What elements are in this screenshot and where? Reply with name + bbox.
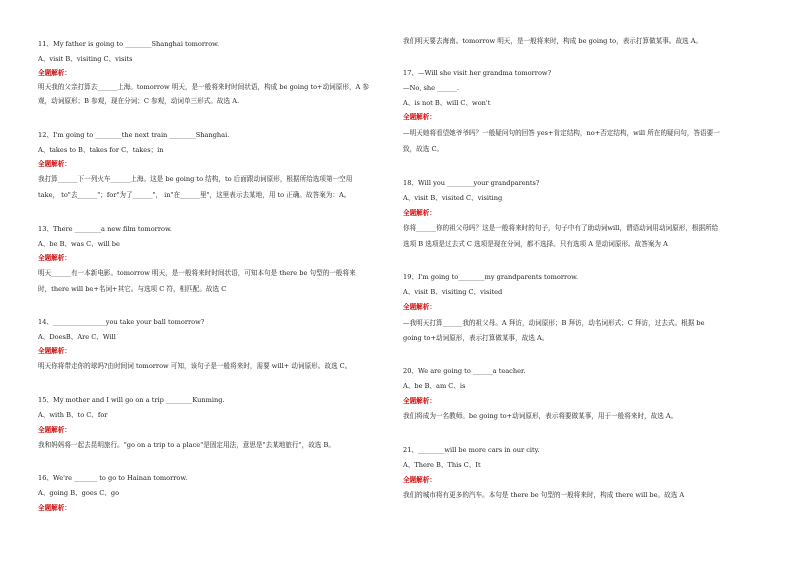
text-line: 选项 B 选项是过去式 C 选项是现在分词，都不选择。只有选项 A 是动词原形。故答案为 A <box>403 240 668 248</box>
answer-analysis-label: 全题解析： <box>403 209 436 217</box>
answer-analysis-label: 全题解析： <box>403 113 436 121</box>
text-line: take， to"去______"；for"为了______"， in"在______里"，这里表示去某地，用 to 正确。故答案为：A。 <box>38 191 351 199</box>
text-line: 明天你将带走你的球吗?由时间词 tomorrow 可知，该句子是一般将来时，需要 will+ 动词原形。故选 C。 <box>38 362 352 370</box>
text-line: 我们明天要去海南。tomorrow 明天，是一般将来时，构成 be going to，表示打算做某事。故选 A。 <box>403 37 703 45</box>
answer-analysis-label: 全题解析： <box>38 426 71 434</box>
text-line: A、is not B、will C、won't <box>403 99 491 107</box>
text-line: A、with B、to C、for <box>38 411 108 419</box>
answer-analysis-label: 全题解析： <box>38 160 71 168</box>
text-line: 19、I'm going to________my grandparents tomorrow. <box>403 273 579 281</box>
text-line: 16、We're _______ to go to Hainan tomorrow. <box>38 474 188 482</box>
text-line: A、going B、goes C、go <box>38 489 120 497</box>
text-line: 11、My father is going to ________Shanghai tomorrow. <box>38 40 220 48</box>
text-line: A、DoesB、Are C、Will <box>38 333 116 341</box>
text-line: A、visit B、visited C、visiting <box>403 194 503 202</box>
text-line: 20、We are going to ______a teacher. <box>403 367 526 375</box>
text-line: 21、________will be more cars in our city. <box>403 446 540 454</box>
answer-analysis-label: 全题解析： <box>38 504 71 512</box>
text-line: 我们将成为一名教师。be going to+动词原形，表示将要做某事，用于一般将来时，故选 A。 <box>403 412 678 420</box>
text-line: —明天她将看望她爷爷吗？一般疑问句的回答 yes+肯定结构，no+否定结构，will 所在的疑问句，答语要一 <box>403 129 720 137</box>
text-line: 明天我的父亲打算去______上海。tomorrow 明天，是一般将来时时间状语，构成 be going to+动词原形，A 参 <box>38 83 370 91</box>
text-line: A、visit B、visiting C、visited <box>403 288 503 296</box>
text-line: 13、There ________a new film tomorrow. <box>38 225 172 233</box>
answer-analysis-label: 全题解析： <box>38 69 71 77</box>
text-line: 12、I'm going to ________the next train ________Shanghai. <box>38 131 230 139</box>
answer-analysis-label: 全题解析： <box>403 303 436 311</box>
text-line: —No, she ______. <box>403 84 460 92</box>
answer-analysis-label: 全题解析： <box>38 254 71 262</box>
text-line: 观，动词原形；B 参观，现在分词；C 参观，动词单三形式。故选 A. <box>38 97 240 105</box>
text-line: 18、Will you ________your grandparents? <box>403 179 540 187</box>
answer-analysis-label: 全题解析： <box>403 476 436 484</box>
text-line: 我打算______下一列火车______上海。这是 be going to 结构，to 后面跟动词原形，根据所给选项第一空用 <box>38 175 353 183</box>
text-line: going to+动词原形，表示打算做某事，故选 A。 <box>403 334 549 342</box>
text-line: 你将______你的祖父母吗？这是一般将来时的句子，句子中有了助动词will，谓语动词用动词原形，根据所给 <box>403 224 719 232</box>
text-line: 时，there will be+名词+其它。与选项 C 符，相匹配。故选 C <box>38 285 227 293</box>
text-line: A、be B、am C、is <box>403 382 466 390</box>
answer-analysis-label: 全题解析： <box>403 397 436 405</box>
text-line: 我和妈妈将一起去昆明旅行。"go on a trip to a place"是固定用法，意思是"去某地旅行"，故选 B。 <box>38 441 335 449</box>
text-line: —我明天打算______我的祖父母。A 拜访，动词原形；B 拜访，动名词形式；C 拜访，过去式。根据 be <box>403 319 705 327</box>
text-line: 致，故选 C。 <box>403 145 444 153</box>
answer-analysis-label: 全题解析： <box>38 347 71 355</box>
text-line: 14、________________you take your ball tomorrow? <box>38 318 205 326</box>
text-line: 15、My mother and I will go on a trip ________Kunming. <box>38 396 225 404</box>
text-line: A、be B、was C、will be <box>38 240 120 248</box>
text-line: 17、—Will she visit her grandma tomorrow? <box>403 69 552 77</box>
text-line: A、There B、This C、It <box>403 461 481 469</box>
text-line: 明天______有一本新电影。tomorrow 明天，是一般将来时时间状语，可知本句是 there be 句型的一般将来 <box>38 269 356 277</box>
text-line: A、takes to B、takes for C、takes；in <box>38 146 164 154</box>
text-line: A、visit B、visiting C、visits <box>38 55 133 63</box>
text-line: 我们的城市将有更多的汽车。本句是 there be 句型的一般将来时，构成 there will be。故选 A <box>403 491 685 499</box>
